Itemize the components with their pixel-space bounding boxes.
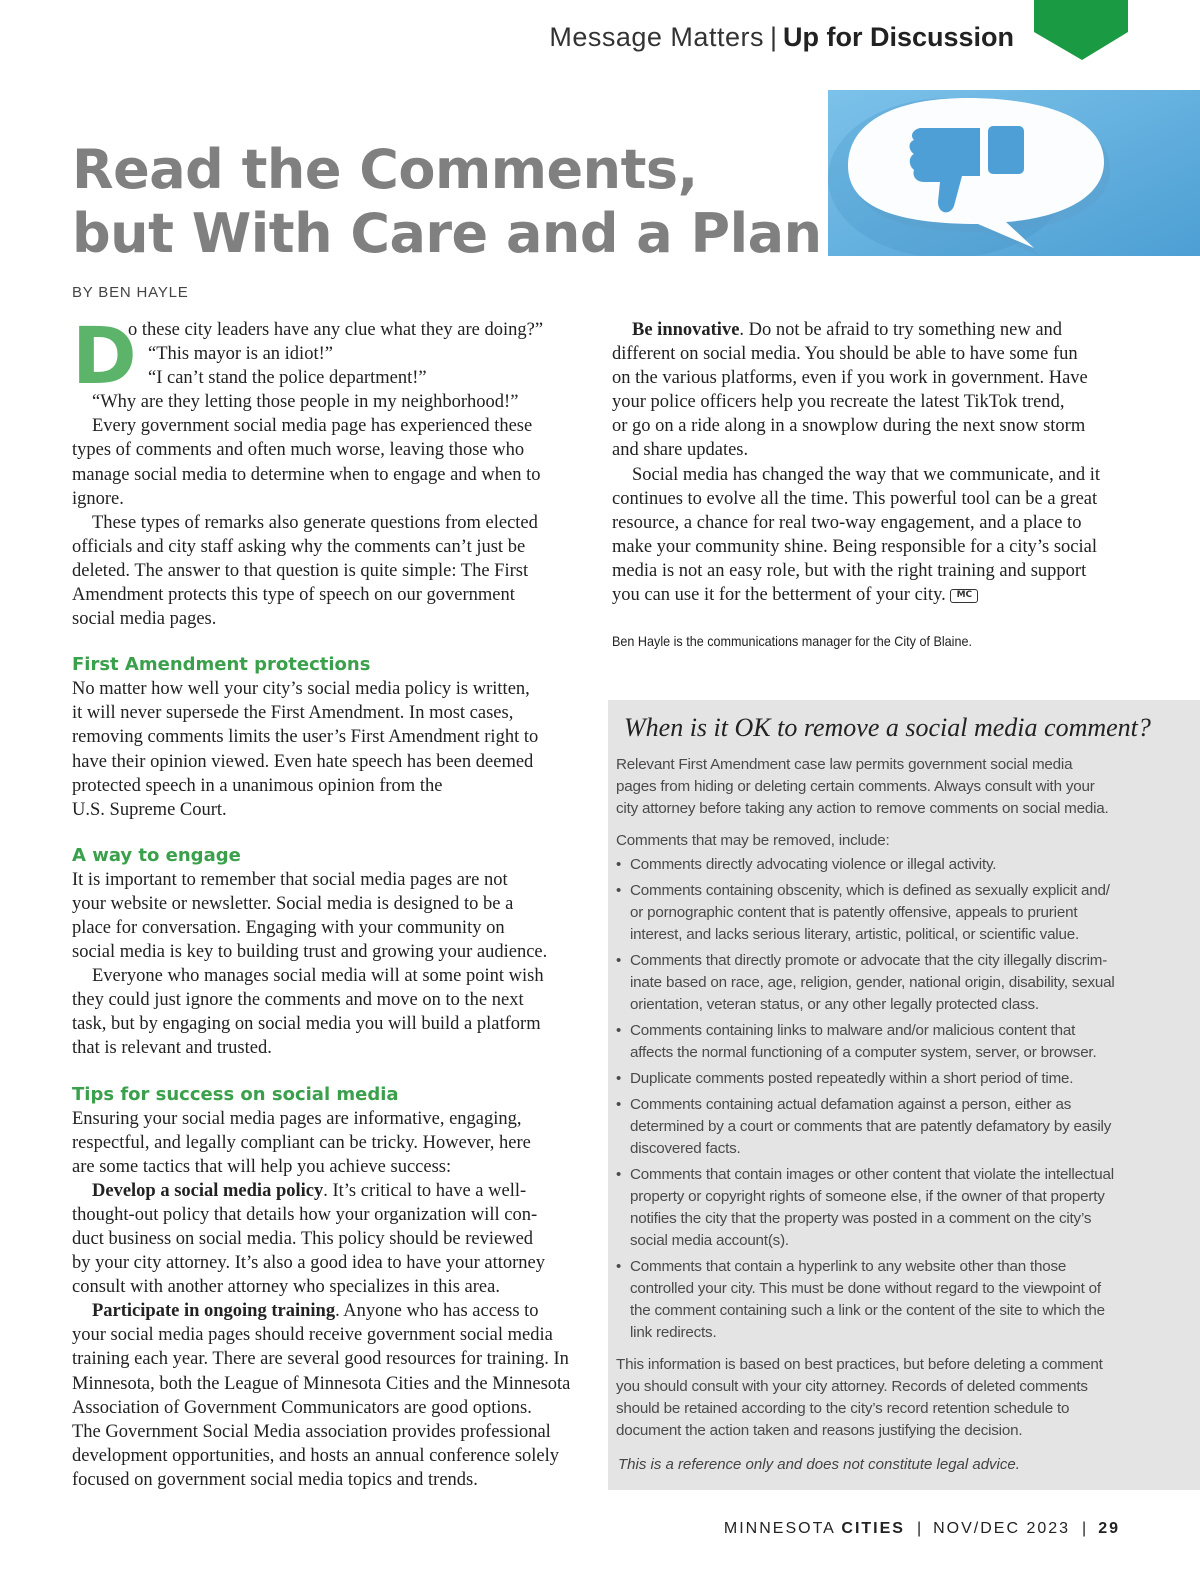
body-line: your social media pages should receive government social media	[72, 1325, 553, 1346]
body-line: your website or newsletter. Social media is designed to be a	[72, 893, 514, 914]
list-item-line: Comments containing obscenity, which is defined as sexually explicit and/	[630, 882, 1110, 899]
body-line: or go on a ride along in a snowplow during the next snow storm	[612, 416, 1086, 437]
body-line: and share updates.	[612, 440, 749, 461]
tip-lead: Be innovative	[632, 320, 740, 340]
body-line: respectful, and legally compliant can be tricky. However, here	[72, 1132, 531, 1153]
body-line: manage social media to determine when to engage and when to	[72, 464, 541, 485]
body-line-final	[612, 583, 1132, 607]
body-line: No matter how well your city’s social media policy is written,	[72, 679, 530, 700]
list-item-line: social media account(s).	[630, 1232, 789, 1249]
body-line: place for conversation. Engaging with your community on	[72, 917, 505, 938]
body-line: are some tactics that will help you achieve success:	[72, 1156, 452, 1177]
page-number: 29	[1098, 1520, 1120, 1537]
list-item-line: determined by a court or comments that are patently defamatory by easily	[630, 1118, 1112, 1135]
sidebar-line: This information is based on best practices, but before deleting a comment	[616, 1356, 1103, 1373]
body-line: officials and city staff asking why the comments can’t just be	[72, 536, 526, 557]
list-item	[616, 1020, 1192, 1064]
body-line: Association of Government Communicators are good options.	[72, 1397, 532, 1418]
list-item-line: the comment containing such a link or the content of the site to which the	[630, 1302, 1105, 1319]
body-line: consult with another attorney who specializes in this area.	[72, 1277, 500, 1298]
section-topic: Up for Discussion	[782, 22, 1014, 52]
article-title	[72, 138, 822, 266]
author-bio: Ben Hayle is the communications manager for the City of Blaine.	[612, 633, 972, 650]
body-line: social media pages.	[72, 609, 217, 630]
publication-prefix: MINNESOTA	[723, 1520, 842, 1537]
list-item-line: Comments that directly promote or advocate that the city illegally discrim-	[630, 952, 1108, 969]
body-line: removing comments limits the user’s First Amendment right to	[72, 727, 539, 748]
body-line: Every government social media page has experienced these	[92, 416, 533, 437]
body-line: continues to evolve all the time. This powerful tool can be a great	[612, 488, 1098, 509]
section-header	[549, 22, 1014, 53]
body-line: deleted. The answer to that question is quite simple: The First	[72, 560, 529, 581]
final-text: you can use it for the betterment of your city.	[612, 585, 946, 606]
bullet: •	[616, 882, 622, 899]
body-line: “Why are they letting those people in my neighborhood!”	[92, 392, 519, 413]
section-tab-marker	[1034, 0, 1128, 60]
list-item-line: inate based on race, age, religion, gender, national origin, disability, sexual	[630, 974, 1115, 991]
bullet: •	[616, 1258, 622, 1275]
body-line: Amendment protects this type of speech on our government	[72, 585, 515, 606]
tip-rest: . Anyone who has access to	[335, 1301, 539, 1322]
sidebar-intro	[616, 754, 1192, 820]
list-item-line: Comments directly advocating violence or illegal activity.	[630, 856, 997, 873]
body-line: different on social media. You should be able to have some fun	[612, 344, 1078, 365]
list-item-line: discovered facts.	[630, 1140, 741, 1157]
sidebar-box	[608, 700, 1200, 1490]
end-mark-logo: MC	[950, 589, 978, 603]
byline: BY BEN HAYLE	[72, 284, 189, 301]
list-item-line: Comments that contain images or other content that violate the intellectual	[630, 1166, 1114, 1183]
tip-lead: Participate in ongoing training	[92, 1301, 336, 1322]
article-column-left	[72, 312, 590, 1492]
sidebar-line: Relevant First Amendment case law permits government social media	[616, 756, 1073, 773]
sidebar-line: document the action taken and reasons justifying the decision.	[616, 1422, 1023, 1439]
body-line: ignore.	[72, 488, 124, 509]
list-item-line: property or copyright rights of someone else, if the owner of that property	[630, 1188, 1105, 1205]
body-line: These types of remarks also generate questions from elected	[92, 512, 538, 533]
subhead-first-amendment: First Amendment protections	[72, 654, 371, 676]
body-line: “I can’t stand the police department!”	[148, 368, 427, 389]
body-line: they could just ignore the comments and move on to the next	[72, 990, 524, 1011]
header-separator: |	[769, 22, 777, 52]
list-item-line: Comments that contain a hyperlink to any website other than those	[630, 1258, 1067, 1275]
body-line: make your community shine. Being responsible for a city’s social	[612, 536, 1098, 557]
tip-lead: Develop a social media policy	[92, 1180, 324, 1201]
list-item	[616, 950, 1192, 1016]
tip-training-first-line	[72, 1299, 590, 1323]
footer-separator: |	[916, 1520, 922, 1537]
tip-innovative-first-line	[612, 318, 1132, 342]
list-item	[616, 1164, 1192, 1252]
publication-name: CITIES	[841, 1520, 905, 1537]
bullet: •	[616, 1022, 622, 1039]
body-line: Social media has changed the way that we communicate, and it	[632, 464, 1100, 485]
body-line: It is important to remember that social media pages are not	[72, 869, 508, 890]
body-line: focused on government social media topics and trends.	[72, 1469, 478, 1490]
sidebar-line: pages from hiding or deleting certain comments. Always consult with your	[616, 778, 1095, 795]
sidebar-list-block	[616, 830, 1192, 1344]
title-line: Read the Comments,	[72, 138, 698, 201]
list-item-line: or pornographic content that is patently offensive, appeals to prurient	[630, 904, 1078, 921]
list-item	[616, 1256, 1192, 1344]
page-footer	[724, 1520, 1120, 1538]
body-line: development opportunities, and hosts an annual conference solely	[72, 1445, 560, 1466]
sidebar-line: city attorney before taking any action to remove comments on social media.	[616, 800, 1109, 817]
issue-date: NOV/DEC 2023	[933, 1520, 1071, 1537]
list-item-line: interest, and lacks serious literary, artistic, political, or scientific value.	[630, 926, 1079, 943]
body-line: The Government Social Media association provides professional	[72, 1421, 551, 1442]
body-line: U.S. Supreme Court.	[72, 799, 227, 820]
body-line: Everyone who manages social media will at some point wish	[92, 966, 544, 987]
list-item-line: orientation, veteran status, or any other legally protected class.	[630, 996, 1039, 1013]
title-line: but With Care and a Plan	[72, 202, 822, 265]
list-item	[616, 854, 1192, 876]
list-item-line: Comments containing actual defamation against a person, either as	[630, 1096, 1072, 1113]
tip-rest: . Do not be afraid to try something new and	[739, 320, 1063, 340]
body-line: that is relevant and trusted.	[72, 1038, 272, 1059]
body-line: on the various platforms, even if you work in government. Have	[612, 368, 1088, 389]
body-line: it will never supersede the First Amendment. In most cases,	[72, 703, 514, 724]
sidebar-list-heading: Comments that may be removed, include:	[616, 832, 890, 849]
bullet: •	[616, 952, 622, 969]
body-line: social media is key to building trust and growing your audience.	[72, 942, 548, 963]
thumbs-down-speech-bubble-image	[828, 90, 1200, 256]
body-line: task, but by engaging on social media you will build a platform	[72, 1014, 541, 1035]
body-line: thought-out policy that details how your organization will con-	[72, 1204, 538, 1225]
bullet: •	[616, 856, 622, 873]
sidebar-line: should be retained according to the city’s record retention schedule to	[616, 1400, 1070, 1417]
sidebar-list	[616, 854, 1192, 1344]
article-column-right	[612, 318, 1132, 649]
list-item	[616, 1068, 1192, 1090]
subhead-way-to-engage: A way to engage	[72, 844, 241, 866]
list-item-line: Comments containing links to malware and/or malicious content that	[630, 1022, 1076, 1039]
list-item-line: affects the normal functioning of a computer system, server, or browser.	[630, 1044, 1097, 1061]
tip-policy-first-line	[72, 1179, 590, 1203]
subhead-tips: Tips for success on social media	[72, 1083, 399, 1105]
list-item	[616, 880, 1192, 946]
body-line: by your city attorney. It’s also a good idea to have your attorney	[72, 1253, 545, 1274]
bullet: •	[616, 1070, 622, 1087]
body-line: Ensuring your social media pages are informative, engaging,	[72, 1108, 522, 1129]
list-item	[616, 1094, 1192, 1160]
body-line: resource, a chance for real two-way engagement, and a place to	[612, 512, 1082, 533]
sidebar-disclaimer: This is a reference only and does not constitute legal advice.	[618, 1456, 1020, 1473]
list-item-line: Duplicate comments posted repeatedly within a short period of time.	[630, 1070, 1074, 1087]
sidebar-closing	[616, 1354, 1192, 1442]
bullet: •	[616, 1096, 622, 1113]
sidebar-title: When is it OK to remove a social media comment?	[624, 713, 1151, 742]
body-line: Minnesota, both the League of Minnesota Cities and the Minnesota	[72, 1373, 571, 1394]
list-item-line: link redirects.	[630, 1324, 717, 1341]
body-line: your police officers help you recreate the latest TikTok trend,	[612, 392, 1065, 413]
sidebar-line: you should consult with your city attorney. Records of deleted comments	[616, 1378, 1088, 1395]
body-line: o these city leaders have any clue what they are doing?”	[128, 320, 544, 340]
list-item-line: controlled your city. This must be done without regard to the viewpoint of	[630, 1280, 1101, 1297]
body-line: “This mayor is an idiot!”	[148, 344, 333, 365]
body-line: duct business on social media. This policy should be reviewed	[72, 1229, 534, 1249]
body-line: types of comments and often much worse, leaving those who	[72, 440, 525, 461]
body-line: have their opinion viewed. Even hate speech has been deemed	[72, 751, 534, 772]
body-line: protected speech in a unanimous opinion from the	[72, 775, 443, 796]
section-label: Message Matters	[549, 22, 764, 52]
body-line: training each year. There are several good resources for training. In	[72, 1349, 569, 1370]
list-item-line: notifies the city that the property was posted in a comment on the city’s	[630, 1210, 1092, 1227]
tip-rest: . It’s critical to have a well-	[323, 1180, 527, 1201]
bullet: •	[616, 1166, 622, 1183]
drop-cap: D	[72, 312, 137, 402]
footer-separator: |	[1082, 1520, 1087, 1537]
body-line: media is not an easy role, but with the right training and support	[612, 560, 1087, 581]
